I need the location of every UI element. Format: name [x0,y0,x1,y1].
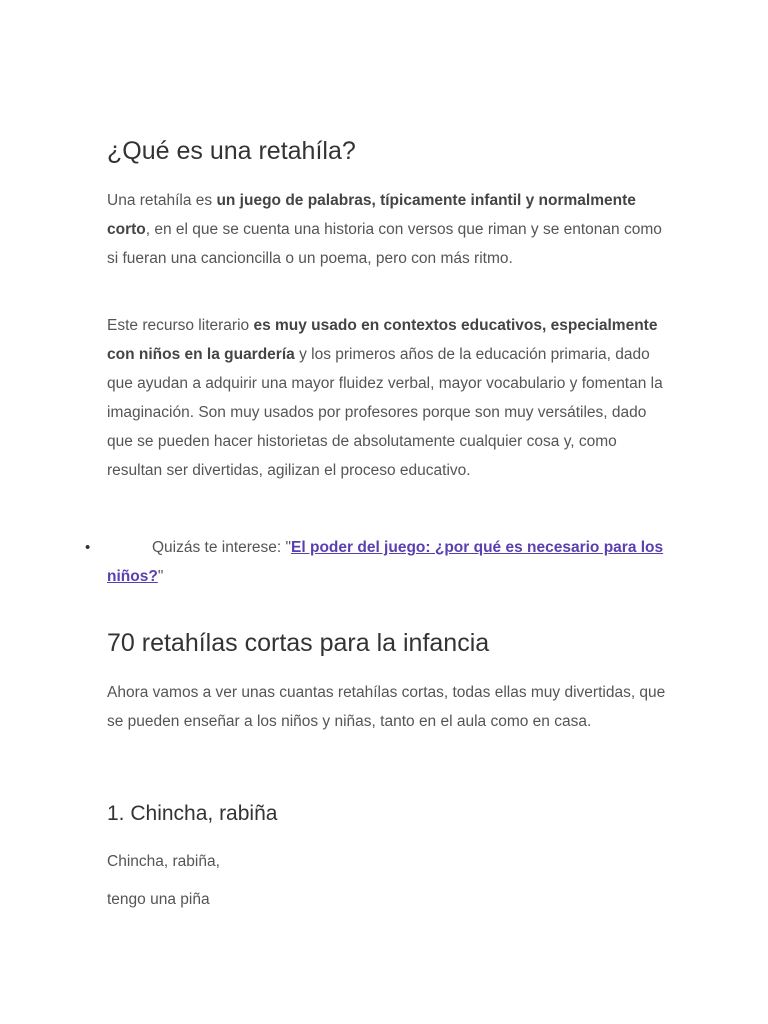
education-text-start: Este recurso literario [107,317,254,334]
verse-line: tengo una piña [107,891,210,908]
subsection-heading: 1. Chincha, rabiña [107,802,278,825]
education-bold-text: es muy usado en contextos educativos, especialmente con niños en la guardería [107,317,658,363]
related-article-link[interactable]: El poder del juego: ¿por qué es necesario para los niños? [107,539,664,585]
intro-bold-text: un juego de palabras, típicamente infantil y normalmente corto [107,192,636,238]
related-prefix: Quizás te interese: " [152,539,292,556]
verse-line: Chincha, rabiña, [107,853,220,870]
related-article-item [85,533,667,591]
education-paragraph [107,311,667,485]
page-title: ¿Qué es una retahíla? [107,137,356,165]
section-heading: 70 retahílas cortas para la infancia [107,629,490,657]
education-text-end: y los primeros años de la educación primaria, dado que ayudan a adquirir una mayor fluidez verbal, mayor vocabulario y fomentan la imaginación. Son muy usados por profesores porque son muy versátiles, dado que se pueden hacer historietas de absolutamente cualquier cosa y, como resultan ser divertidas, agilizan el proceso educativo. [107,346,663,479]
section-intro-paragraph: Ahora vamos a ver unas cuantas retahílas cortas, todas ellas muy divertidas, que se pueden enseñar a los niños y niñas, tanto en el aula como en casa. [107,684,666,730]
intro-paragraph [107,186,667,273]
intro-text-start: Una retahíla es [107,192,217,209]
bullet-icon: • [85,539,91,556]
intro-text-end: , en el que se cuenta una historia con versos que riman y se entonan como si fueran una cancioncilla o un poema, pero con más ritmo. [107,221,662,267]
related-suffix: " [157,568,164,585]
